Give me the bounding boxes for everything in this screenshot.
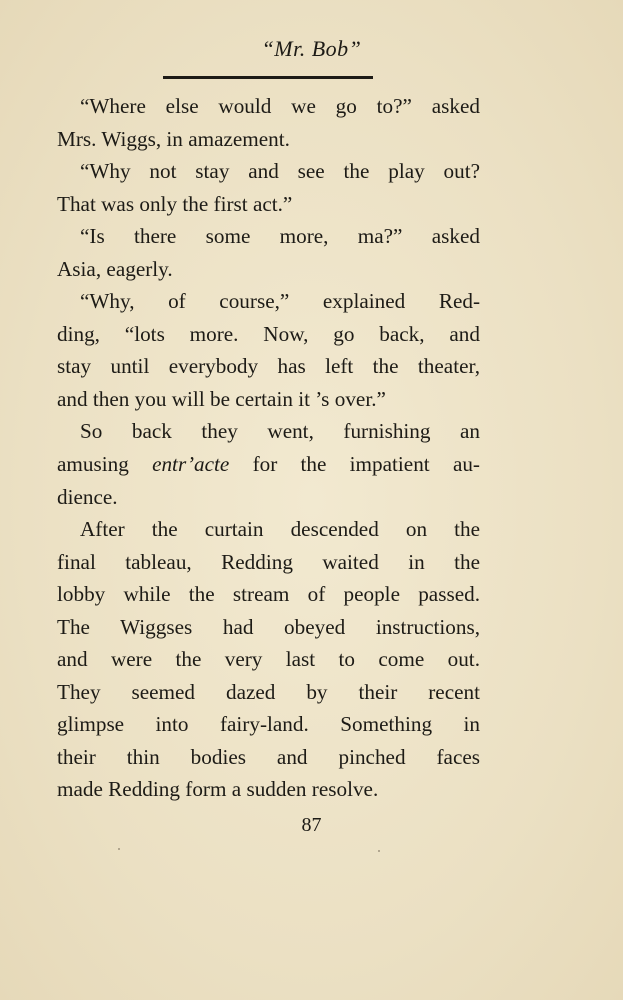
text-line: dience. (57, 484, 118, 509)
text-line: ding, “lots more. Now, go back, and (57, 321, 480, 346)
paper-speck (378, 850, 380, 852)
page-number: 87 (301, 814, 322, 836)
body-text (57, 90, 480, 806)
text-line: “Where else would we go to?” asked (80, 94, 480, 118)
text-line: stay until everybody has left the theater, (57, 354, 480, 379)
text-line: and were the very last to come out. (57, 647, 480, 672)
text-line: Mrs. Wiggs, in amazement. (57, 126, 290, 151)
text-line: So back they went, furnishing an (80, 419, 480, 444)
text-line: “Why, of course,” explained Red- (80, 289, 480, 314)
text-line: lobby while the stream of people passed. (57, 582, 480, 607)
text-run: amusing (57, 452, 153, 477)
header-rule (163, 76, 373, 79)
text-line: “Is there some more, ma?” asked (80, 224, 480, 249)
text-line: “Why not stay and see the play out? (80, 159, 480, 184)
text-line: Asia, eagerly. (57, 256, 173, 281)
text-line: and then you will be certain it ’s over.” (57, 386, 386, 411)
text-line: The Wiggses had obeyed instructions, (57, 614, 480, 639)
text-line (57, 448, 480, 481)
text-line: their thin bodies and pinched faces (57, 744, 480, 769)
text-line: glimpse into fairy-land. Something in (57, 712, 480, 737)
italic-term: entr’acte (152, 452, 230, 477)
text-line: final tableau, Redding waited in the (57, 549, 480, 574)
paper-speck (118, 848, 120, 850)
running-header: “Mr. Bob” (261, 36, 362, 61)
text-line: That was only the first act.” (57, 191, 293, 216)
text-line: made Redding form a sudden resolve. (57, 777, 379, 802)
text-line: They seemed dazed by their recent (57, 679, 480, 704)
text-line: After the curtain descended on the (80, 517, 480, 542)
text-run: for the impatient au- (229, 452, 480, 477)
